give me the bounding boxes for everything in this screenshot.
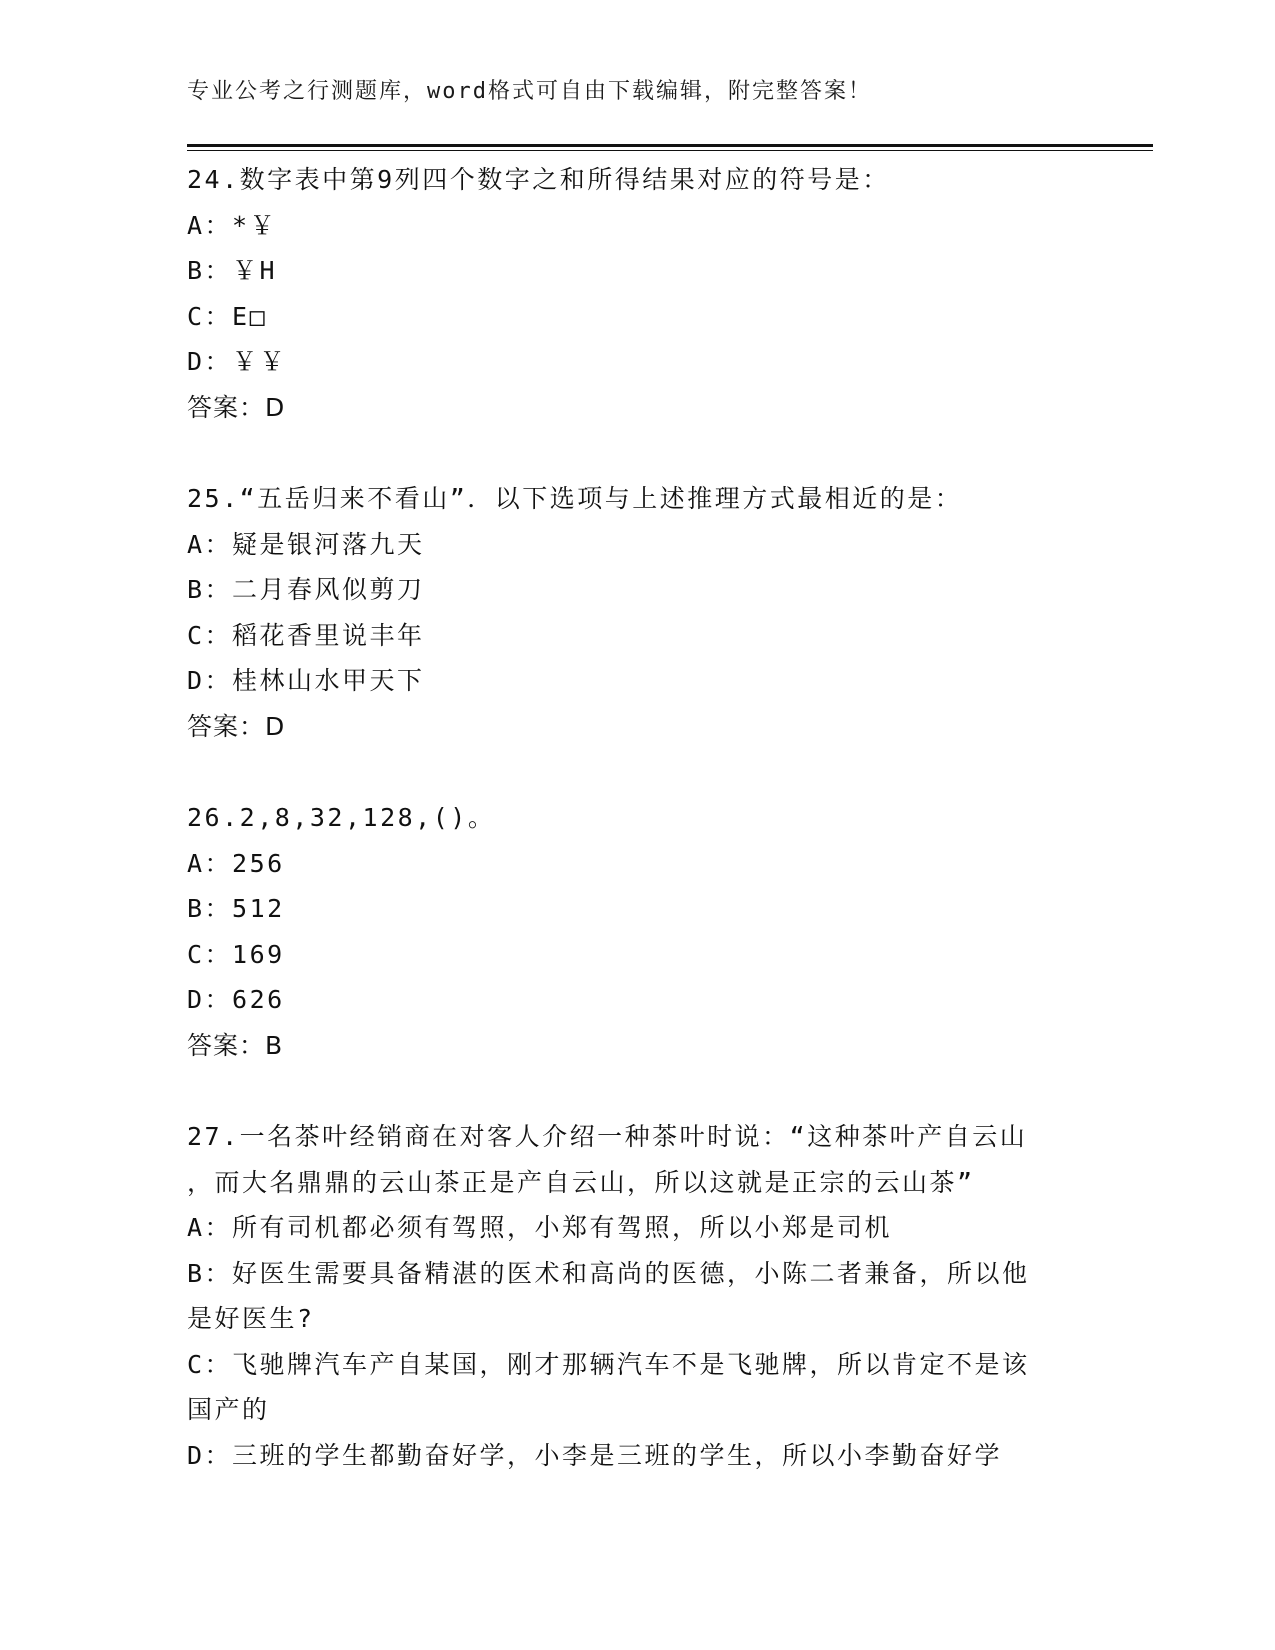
option-b: B：512 [187,894,285,923]
question-list [187,157,1087,1478]
option-a: A：疑是银河落九天 [187,529,425,559]
option-c-continued: 国产的 [187,1395,270,1424]
header-rule-thick [187,144,1153,147]
question-26 [187,795,1087,1068]
question-stem-continued: ，而大名鼎鼎的云山茶正是产自云山，所以这就是正宗的云山茶” [187,1167,975,1197]
question-stem: 26.2,8,32,128,()。 [187,803,496,832]
option-c: C：飞驰牌汽车产自某国，刚才那辆汽车不是飞驰牌，所以肯定不是该 [187,1349,1030,1379]
question-stem: 27.一名茶叶经销商在对客人介绍一种茶叶时说：“这种茶叶产自云山 [187,1122,1028,1151]
question-24 [187,157,1087,430]
answer: 答案：B [187,1030,284,1060]
option-a: A：*￥ [187,210,278,240]
question-27 [187,1114,1087,1478]
option-d: D：￥￥ [187,347,288,376]
question-stem: 25.“五岳归来不看山”．以下选项与上述推理方式最相近的是： [187,484,963,513]
option-a: A：256 [187,848,285,878]
option-c: C：稻花香里说丰年 [187,620,425,650]
option-c: C：E□ [187,301,268,331]
spacer [187,430,1087,476]
option-d: D：桂林山水甲天下 [187,666,425,695]
option-d: D：三班的学生都勤奋好学，小李是三班的学生，所以小李勤奋好学 [187,1440,1003,1470]
spacer [187,1068,1087,1114]
header-rule-thin [187,150,1153,151]
option-d: D：626 [187,985,285,1014]
answer: 答案：D [187,392,286,422]
option-b: B：二月春风似剪刀 [187,575,425,604]
option-b: B：好医生需要具备精湛的医术和高尚的医德，小陈二者兼备，所以他 [187,1258,1030,1288]
question-25 [187,476,1087,749]
option-b-continued: 是好医生? [187,1304,315,1333]
option-c: C：169 [187,939,285,969]
question-stem: 24.数字表中第9列四个数字之和所得结果对应的符号是： [187,165,890,194]
option-a: A：所有司机都必须有驾照，小郑有驾照，所以小郑是司机 [187,1213,893,1242]
page-header: 专业公考之行测题库，word格式可自由下载编辑，附完整答案！ [187,79,872,104]
answer: 答案：D [187,711,286,741]
spacer [187,749,1087,795]
option-b: B：￥H [187,256,278,285]
